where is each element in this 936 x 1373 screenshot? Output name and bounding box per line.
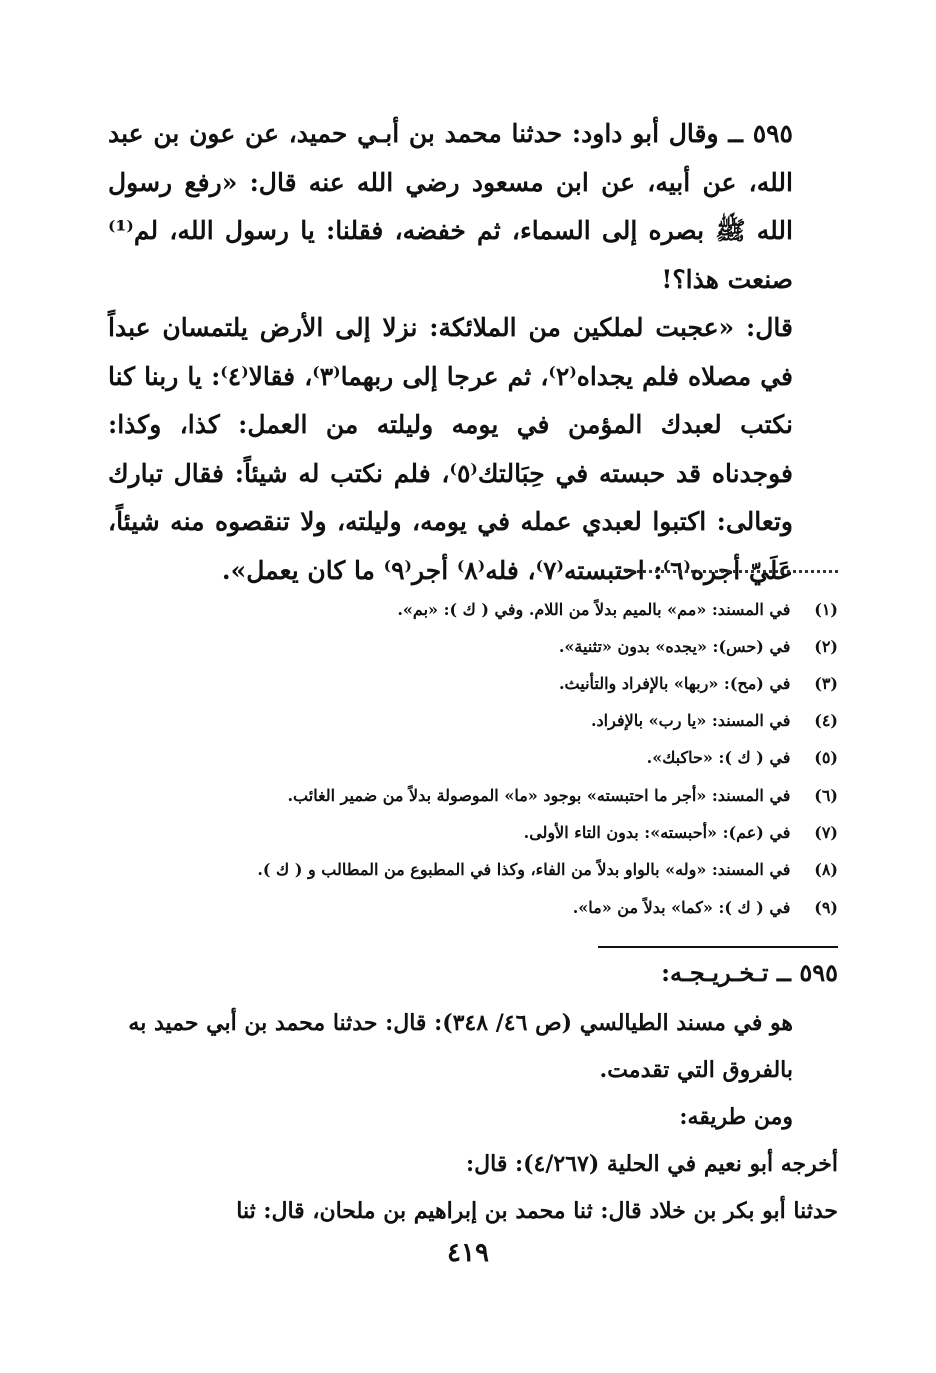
footnote-number: (٥) xyxy=(814,748,838,767)
footnote-number: (٢) xyxy=(814,637,838,656)
main-text xyxy=(108,110,838,595)
footnote-number: (٦) xyxy=(814,786,838,805)
hadith-paragraph: ٥٩٥ ــ وقال أبو داود: حدثنا محمد بن أبـي حميد، عن عون بن عبد الله، عن أبيه، عن ابن مسعود رضي الله عنه قال: «رفع رسول الله ﷺ بصره إلى السماء، ثم خفضه، فقلنا: يا رسول الله، لم⁽¹⁾ صنعت هذا؟! xyxy=(108,119,793,294)
hadith-paragraph: قال: «عجبت لملكين من الملائكة: نزلا إلى الأرض يلتمسان عبداً في مصلاه فلم يجداه⁽٢⁾، ثم عرجا إلى ربهما⁽٣⁾، فقالا⁽٤⁾: يا ربنا كنا نكتب لعبدك المؤمن في يومه وليلته من العمل: كذا، وكذا: فوجدناه قد حبسته في حِبَالتك⁽٥⁾، فلم نكتب له شيئاً: فقال تبارك وتعالى: اكتبوا لعبدي عمله في يومه، وليلته، ولا تنقصوه منه شيئاً، عَلَيّ أجره⁽٦⁾: احتبسته⁽٧⁾، فله⁽٨⁾ أجر⁽٩⁾ ما كان يعمل». xyxy=(108,313,794,585)
footnote-text: في المسند: «يا رب» بالإفراد. xyxy=(590,711,791,730)
footnote-separator xyxy=(618,570,838,573)
footnote-number: (٨) xyxy=(814,860,838,879)
footnote-text: في (حس): «يجده» بدون «تثنية». xyxy=(558,637,791,656)
footnote-text: في المسند: «أجر ما احتبسته» بوجود «ما» الموصولة بدلاً من ضمير الغائب. xyxy=(287,786,791,805)
footnote-text: في ( ك ): «كما» بدلاً من «ما». xyxy=(572,898,791,917)
section-rule xyxy=(598,946,838,948)
footnote-item xyxy=(108,674,838,694)
footnote-item xyxy=(108,711,838,731)
footnote-item xyxy=(108,786,838,806)
takhrij-paragraph: هو في مسند الطيالسي (ص ٤٦/ ٣٤٨): قال: حدثنا محمد بن أبي حميد به بالفروق التي تقدمت. xyxy=(128,1010,793,1083)
footnote-number: (١) xyxy=(814,600,838,619)
footnote-text: في (عم): «أحبسته»: بدون التاء الأولى. xyxy=(523,823,791,842)
footnote-number: (٣) xyxy=(814,674,838,693)
takhrij-paragraph: أخرجه أبو نعيم في الحلية (٤/٢٦٧): قال: xyxy=(466,1151,838,1177)
footnote-item xyxy=(108,898,838,918)
footnote-number: (٧) xyxy=(814,823,838,842)
footnote-item xyxy=(108,637,838,657)
footnote-item xyxy=(108,823,838,843)
footnote-item xyxy=(108,600,838,620)
takhrij-paragraph: ومن طريقه: xyxy=(679,1104,793,1130)
takhrij-body xyxy=(108,1000,838,1235)
footnote-number: (٩) xyxy=(814,898,838,917)
takhrij-heading: ٥٩٥ ــ تـخـريـجـه: xyxy=(661,958,838,987)
footnote-text: في المسند: «وله» بالواو بدلاً من الفاء، وكذا في المطبوع من المطالب و ( ك ). xyxy=(257,860,791,879)
footnote-text: في ( ك ): «حاكبك». xyxy=(646,748,791,767)
footnote-item xyxy=(108,748,838,768)
footnote-item xyxy=(108,860,838,880)
takhrij-paragraph: حدثنا أبو بكر بن خلاد قال: ثنا محمد بن إبراهيم بن ملحان، قال: ثنا xyxy=(236,1198,838,1224)
footnote-number: (٤) xyxy=(814,711,838,730)
footnote-text: في المسند: «مم» بالميم بدلاً من اللام. وفي ( ك ): «بم». xyxy=(397,600,791,619)
page-number: ٤١٩ xyxy=(447,1238,489,1268)
footnote-text: في (مح): «ربها» بالإفراد والتأنيث. xyxy=(558,674,791,693)
